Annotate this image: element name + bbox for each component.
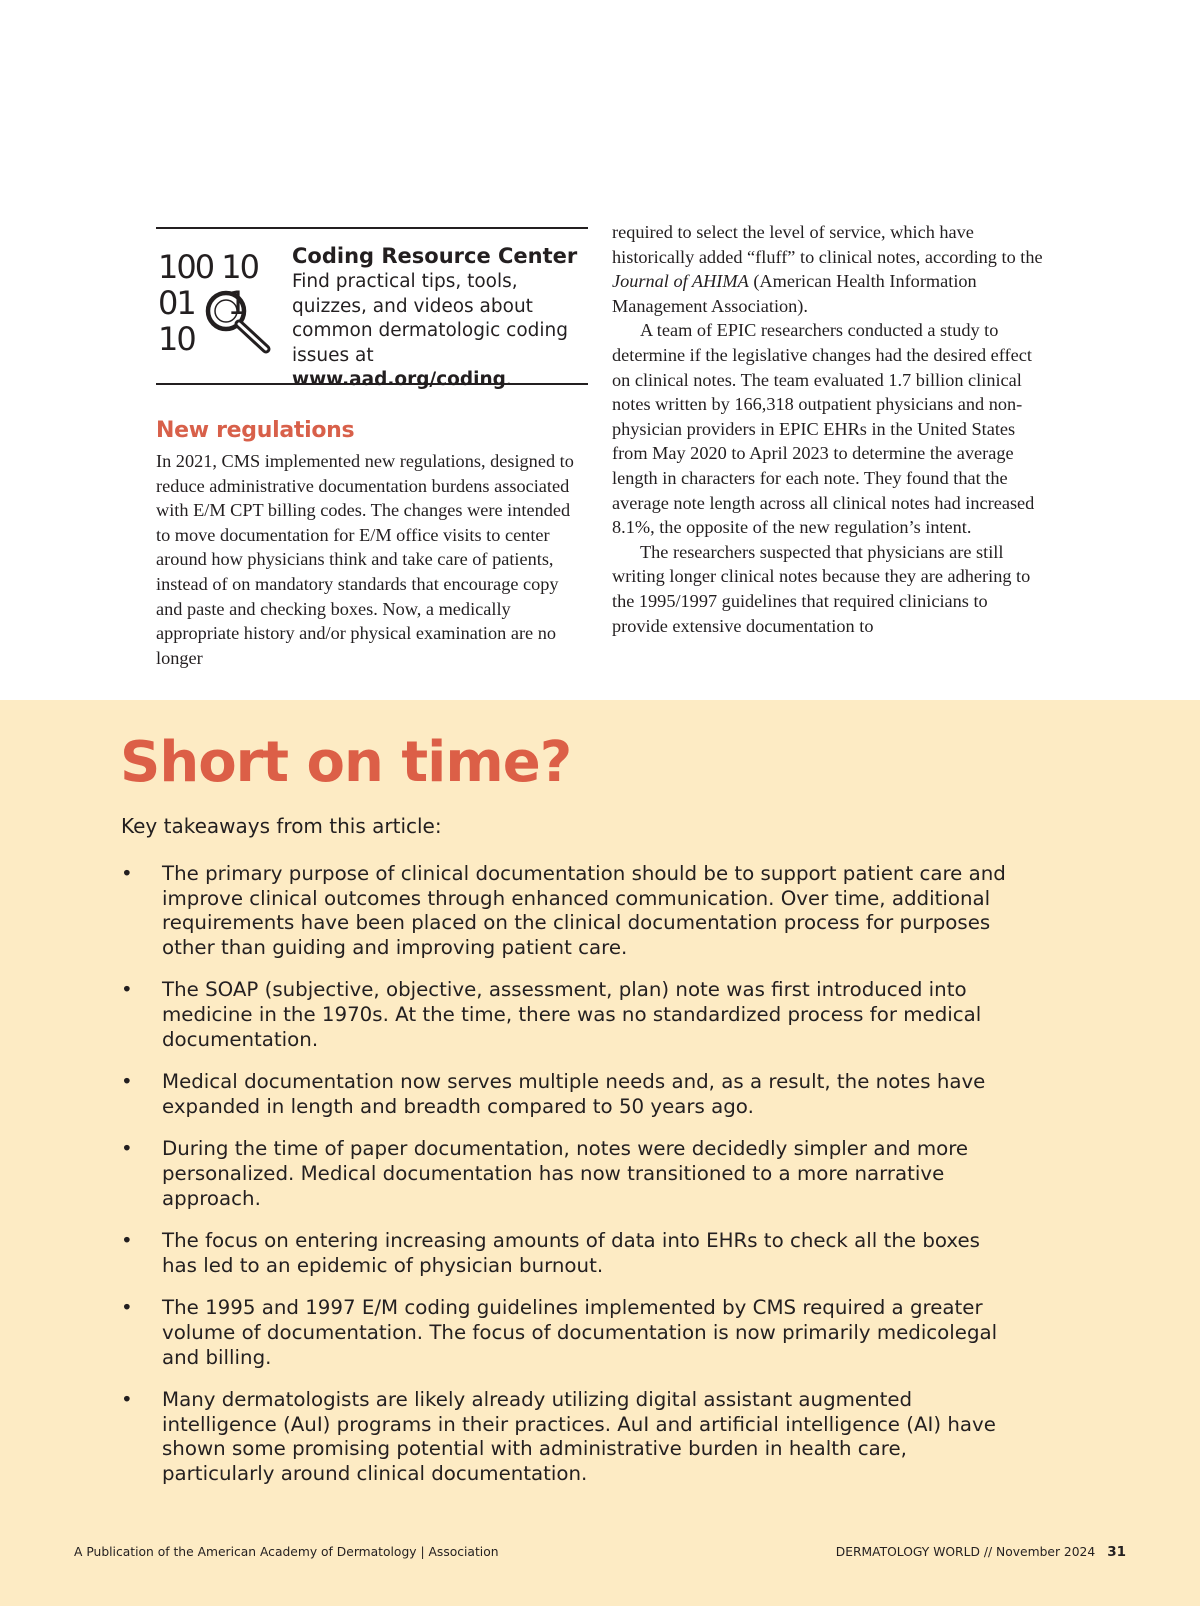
bullet-icon: • [121, 978, 133, 1002]
binary-row-3: 10 [158, 320, 195, 358]
article-paragraph: A team of EPIC researchers conducted a study to determine if the legislative changes had the desired effect on clinical notes. The team evaluated 1.7 billion clinical notes written by 166,318 outpatient physicians and non-physician providers in EPIC EHRs in the United States from May 2020 to April 2023 to determine the average length in characters for each note. They found that the average note length across all clinical notes had increased 8.1%, the opposite of the new regulation’s intent. [612, 320, 1035, 538]
takeaway-item [121, 978, 1021, 1052]
binary-row-2-tail: 1 [227, 284, 246, 322]
footer-magazine: DERMATOLOGY WORLD // November 2024 [835, 1545, 1096, 1559]
takeaway-text: Medical documentation now serves multiple needs and, as a result, the notes have expanded in length and breadth compared to 50 years ago. [162, 1070, 986, 1118]
coding-resource-description: Find practical tips, tools, quizzes, and videos about common dermatologic coding issues at [292, 271, 569, 366]
article-paragraph: In 2021, CMS implemented new regulations, designed to reduce administrative documentation burdens associated with E/M CPT billing codes. The changes were intended to move documentation for E/M office visits to center around how physicians think and take care of patients, instead of on mandatory standards that encourage copy and paste and checking boxes. Now, a medically appropriate history and/or physical examination are no longer [156, 451, 574, 668]
takeaway-item [121, 1070, 1021, 1119]
coding-resource-box [156, 227, 588, 390]
article-column-left [156, 449, 588, 670]
footer-publisher: A Publication of the American Academy of Dermatology | Association [74, 1545, 499, 1559]
bullet-icon: • [121, 862, 133, 885]
coding-resource-link[interactable]: www.aad.org/coding [292, 369, 506, 390]
takeaways-list [121, 862, 1021, 1504]
takeaway-item [121, 1229, 1021, 1278]
article-paragraph: The researchers suspected that physicians are still writing longer clinical notes because they are adhering to the 1995/1997 guidelines that required clinicians to provide extensive documentation to [612, 541, 1031, 636]
takeaway-item [121, 1296, 1021, 1370]
article-paragraph [612, 220, 1044, 318]
takeaway-text: The 1995 and 1997 E/M coding guidelines implemented by CMS required a greater volume of documentation. The focus of documentation is now primarily medicolegal and billing. [162, 1296, 998, 1369]
binary-row-2: 01 [158, 284, 195, 322]
binary-row-1: 100 10 [158, 248, 258, 286]
article-column-right [612, 220, 1044, 638]
coding-resource-suffix: . [505, 369, 512, 390]
bullet-icon: • [121, 1388, 133, 1412]
takeaway-text: Many dermatologists are likely already utilizing digital assistant augmented intelligence (AuI) programs in their practices. AuI and artificial intelligence (AI) have shown some promising potential with administrative burden in health care, particularly around clinical documentation. [162, 1388, 996, 1485]
takeaway-text: The focus on entering increasing amounts of data into EHRs to check all the boxes has led to an epidemic of physician burnout. [162, 1229, 980, 1277]
bullet-icon: • [121, 1229, 133, 1253]
bullet-icon: • [121, 1296, 133, 1320]
article-text: required to select the level of service, which have historically added “fluff” to clinical notes, according to the [612, 222, 1043, 267]
bullet-icon: • [121, 1137, 133, 1161]
takeaway-item [121, 1137, 1021, 1211]
journal-title: Journal of AHIMA [612, 271, 749, 292]
coding-resource-title: Coding Resource Center [292, 244, 578, 268]
panel-intro: Key takeaways from this article: [121, 814, 442, 838]
magnifier-icon [204, 289, 278, 355]
page-number: 31 [1107, 1544, 1126, 1560]
section-heading-new-regulations: New regulations [156, 418, 355, 443]
takeaway-item [121, 1388, 1021, 1486]
short-on-time-panel [0, 700, 1200, 1606]
coding-resource-body [292, 270, 592, 393]
article-text: (American Health Information Management Association). [612, 271, 977, 316]
binary-magnifier-icon [158, 249, 276, 359]
takeaway-text: The primary purpose of clinical documentation should be to support patient care and improve clinical outcomes through enhanced communication. Over time, additional requirements have been placed on the clinical documentation process for purposes other than guiding and improving patient care. [162, 862, 1006, 959]
coding-resource-text [292, 243, 592, 393]
takeaway-text: During the time of paper documentation, notes were decidedly simpler and more personalized. Medical documentation has now transitioned to a more narrative approach. [162, 1137, 969, 1210]
panel-title: Short on time? [120, 730, 572, 795]
takeaway-text: The SOAP (subjective, objective, assessment, plan) note was first introduced into medicine in the 1970s. At the time, there was no standardized process for medical documentation. [162, 978, 982, 1051]
bullet-icon: • [121, 1070, 133, 1094]
footer-magazine-info [836, 1544, 1126, 1560]
takeaway-item [121, 862, 1021, 960]
